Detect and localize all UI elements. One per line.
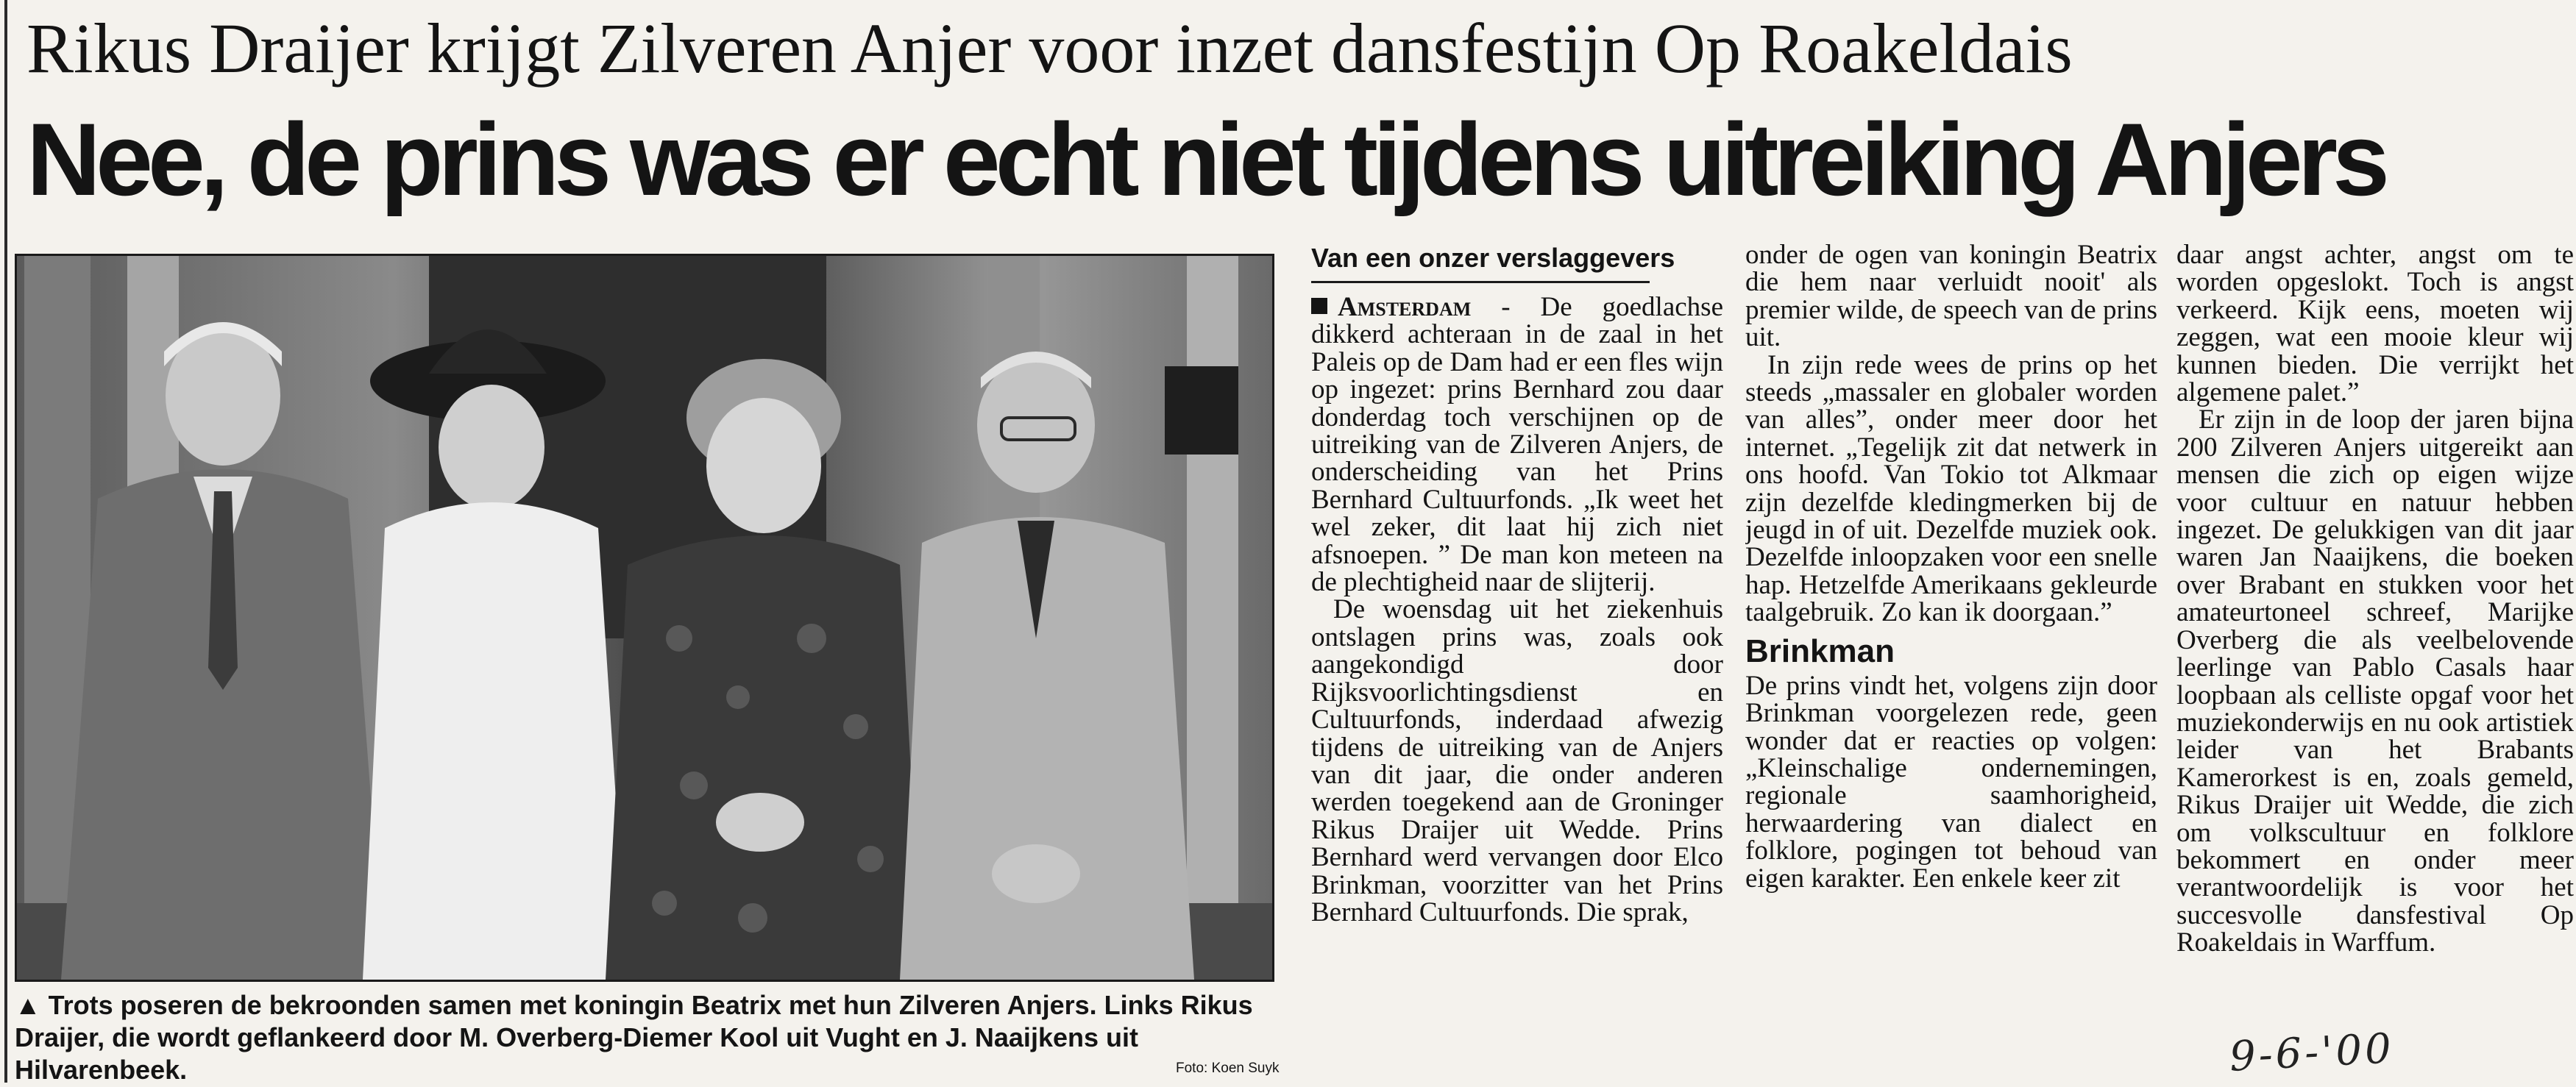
article-column-1 bbox=[1311, 241, 1723, 1087]
dateline-marker-icon bbox=[1311, 298, 1327, 314]
byline: Van een onzer verslaggevers bbox=[1311, 243, 1675, 273]
article-paragraph bbox=[1311, 293, 1723, 596]
dateline: Amsterdam bbox=[1338, 292, 1472, 322]
article-paragraph: In zijn rede wees de prins op het steeds „massaler en globaler worden van alles”, onder meer door het internet. „Tegelijk zit dat netwerk in ons hoofd. Van Tokio tot Alkmaar zijn dezelfde kledingmerken bij de jeugd in of uit. Dezelfde muziek ook. Dezelfde inloopzaken voor een snelle hap. Hetzelfde Amerikaans gekleurde taalgebruik. Zo kan ik doorgaan.” bbox=[1745, 349, 2157, 628]
article-paragraph: onder de ogen van koningin Beatrix die hem naar verluidt nooit' als premier wilde, de speech van de prins uit. bbox=[1745, 241, 2157, 353]
article-column-2 bbox=[1745, 241, 2157, 1087]
paragraph-text: - De goedlachse dikkerd achteraan in de zaal in het Paleis op de Dam had er een fles wijn op ingezet: prins Bernhard zou daar donderdag toch verschijnen op de uitreiking van de Zilveren Anjers, de onderscheiding van het Prins Bernhard Cultuurfonds. „Ik weet het wel zeker, dit laat hij zich niet afsnoepen. ” De man kon meteen na de plechtigheid naar de slijterij. bbox=[1311, 292, 1723, 598]
article-headline: Nee, de prins was er echt niet tijdens uitreiking Anjers bbox=[26, 101, 2385, 217]
article-paragraph: Er zijn in de loop der jaren bijna 200 Zilveren Anjers uitgereikt aan mensen die zich op eigen wijze voor cultuur en natuur hebben ingezet. De gelukkigen van dit jaar waren Jan Naaijkens, die boeken over Brabant en stukken voor het amateurtoneel schreef, Marijke Overberg die als veelbelovende leerlinge van Pablo Casals haar loopbaan als celliste opgaf voor het muziekonderwijs en nu ook artistiek leider van het Brabants Kamerorkest is en, zoals gemeld, Rikus Draijer uit Wedde, die zich om volkscultuur en folklore bekommert en onder meer verantwoordelijk is voor het succesvolle dansfestival Op Roakeldais in Warffum. bbox=[2176, 404, 2574, 958]
byline-rule bbox=[1311, 281, 1650, 283]
article-kicker: Rikus Draijer krijgt Zilveren Anjer voor inzet dansfestijn Op Roakeldais bbox=[26, 9, 2073, 88]
article-photo bbox=[15, 254, 1274, 982]
article-paragraph: De woensdag uit het ziekenhuis ontslagen prins was, zoals ook aangekondigd door Rijksvoorlichtingsdienst en Cultuurfonds, inderdaad afwezig tijdens de uitreiking van de Anjers van dit jaar, die onder anderen werden toegekend aan de Groninger Rikus Draijer uit Wedde. Prins Bernhard werd vervangen door Elco Brinkman, voorzitter van het Prins Bernhard Cultuurfonds. Die sprak, bbox=[1311, 594, 1723, 927]
section-subhead: Brinkman bbox=[1745, 632, 1895, 669]
column-rule bbox=[4, 0, 7, 1083]
article-paragraph: De prins vindt het, volgens zijn door Brinkman voorgelezen rede, geen wonder dat er reacties op volgen: „Kleinschalige ondernemingen, regionale saamhorigheid, herwaardering van dialect en folklore, pogingen tot behoud van eigen karakter. Een enkele keer zit bbox=[1745, 670, 2157, 894]
article-paragraph: daar angst achter, angst om te worden opgeslokt. Toch is angst verkeerd. Kijk eens, moeten wij zeggen, wat een mooie kleur wij kunnen bieden. Die verrijkt het algemene palet.” bbox=[2176, 241, 2574, 408]
photo-credit: Foto: Koen Suyk bbox=[1176, 1061, 1280, 1076]
handwritten-date: 9-6-'00 bbox=[2228, 1024, 2396, 1081]
article-column-3 bbox=[2176, 241, 2574, 1087]
photo-caption: ▲ Trots poseren de bekroonden samen met koningin Beatrix met hun Zilveren Anjers. Links Rikus Draijer, die wordt geflankeerd door M. Overberg-Diemer Kool uit Vught en J. Naaijkens uit Hilvarenbeek. bbox=[15, 990, 1253, 1085]
